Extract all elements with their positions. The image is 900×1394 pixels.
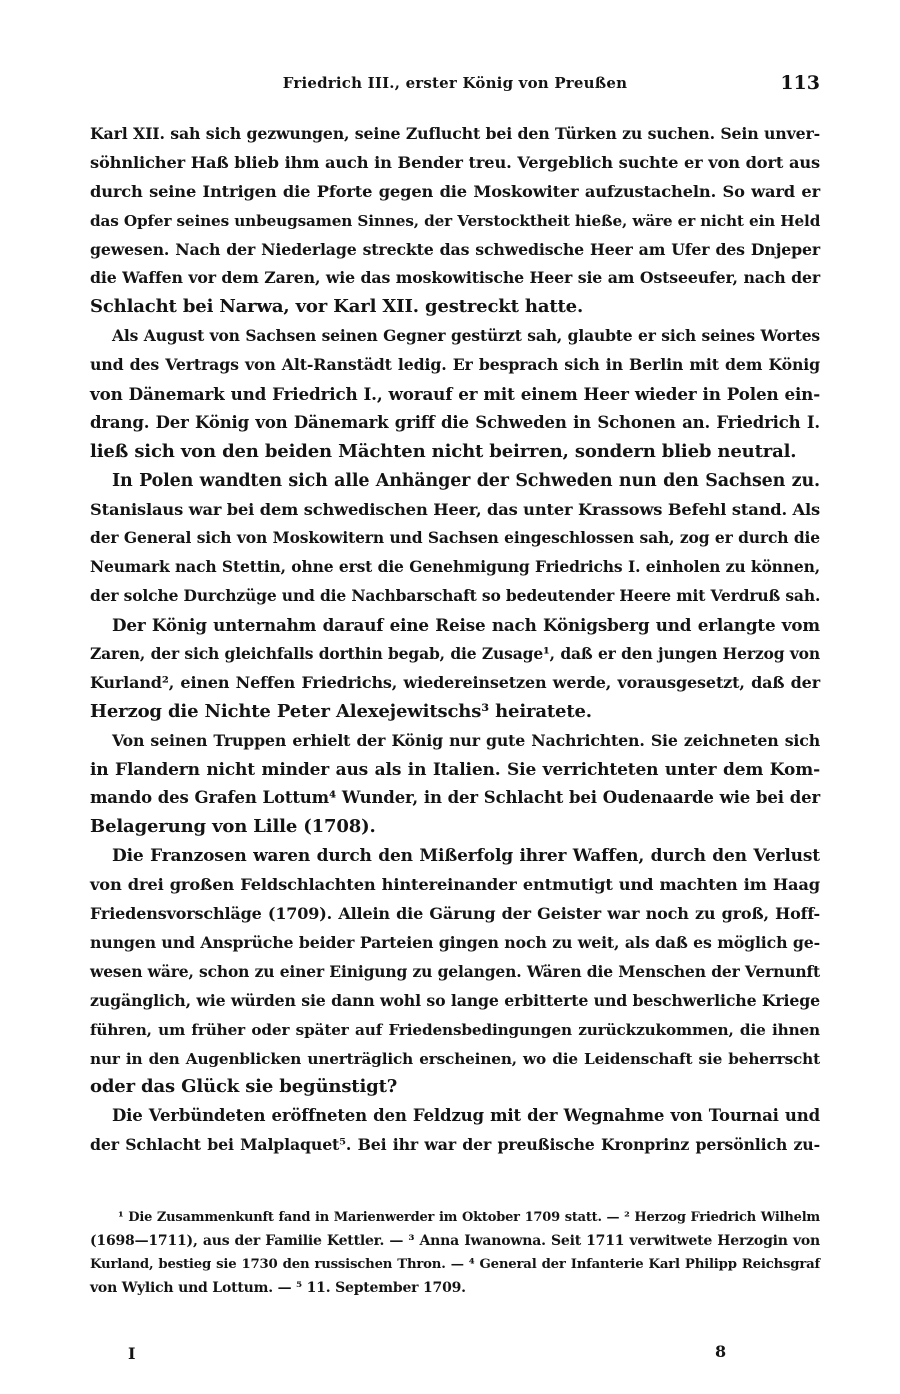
text-line: drang. Der König von Dänemark griff die Schweden in Schonen an. Friedrich I.	[90, 412, 820, 432]
signature-mark: I	[128, 1344, 136, 1363]
footnote-line: (1698—1711), aus der Familie Kettler. — ³ Anna Iwanowna. Seit 1711 verwitwete Herzogin von	[90, 1232, 820, 1249]
text-line: wesen wäre, schon zu einer Einigung zu gelangen. Wären die Menschen der Vernunft	[90, 961, 820, 981]
text-line: der solche Durchzüge und die Nachbarschaft so bedeutender Heere mit Verdruß sah.	[90, 586, 821, 606]
text-line: Als August von Sachsen seinen Gegner gestürzt sah, glaubte er sich seines Wortes	[112, 326, 820, 346]
paragraph-6	[90, 842, 820, 1102]
paragraph-2	[90, 322, 820, 466]
text-line: Der König unternahm darauf eine Reise nach Königsberg und erlangte vom	[112, 615, 820, 636]
text-line: durch seine Intrigen die Pforte gegen die Moskowiter aufzustacheln. So ward er	[90, 181, 820, 201]
paragraph-3	[90, 467, 820, 611]
text-line: Die Verbündeten eröffneten den Feldzug mit der Wegnahme von Tournai und	[112, 1106, 820, 1126]
text-line: in Flandern nicht minder aus als in Italien. Sie verrichteten unter dem Kom-	[90, 759, 820, 780]
text-line: nur in den Augenblicken unerträglich erscheinen, wo die Leidenschaft sie beherrscht	[90, 1049, 820, 1068]
text-line: Herzog die Nichte Peter Alexejewitschs³ heiratete.	[90, 700, 592, 722]
text-line: oder das Glück sie begünstigt?	[90, 1076, 398, 1098]
footnotes	[90, 1206, 820, 1301]
text-line: von Dänemark und Friedrich I., worauf er mit einem Heer wieder in Polen ein-	[90, 384, 820, 405]
text-line: Zaren, der sich gleichfalls dorthin begab, die Zusage¹, daß er den jungen Herzog von	[90, 644, 820, 664]
text-line: Von seinen Truppen erhielt der König nur gute Nachrichten. Sie zeichneten sich	[112, 730, 820, 750]
text-line: ließ sich von den beiden Mächten nicht beirren, sondern blieb neutral.	[90, 440, 797, 462]
text-line: der Schlacht bei Malplaquet⁵. Bei ihr war der preußische Kronprinz persönlich zu-	[90, 1135, 820, 1155]
text-line: In Polen wandten sich alle Anhänger der Schweden nun den Sachsen zu.	[112, 470, 820, 491]
body-text	[90, 120, 820, 1160]
text-line: Schlacht bei Narwa, vor Karl XII. gestreckt hatte.	[90, 296, 584, 318]
text-line: söhnlicher Haß blieb ihm auch in Bender treu. Vergeblich suchte er von dort aus	[90, 152, 820, 172]
paragraph-7	[90, 1102, 820, 1160]
footnote-line: ¹ Die Zusammenkunft fand in Marienwerder im Oktober 1709 statt. — ² Herzog Friedrich Wilhelm	[118, 1210, 820, 1225]
text-line: Kurland², einen Neffen Friedrichs, wiedereinsetzen werde, vorausgesetzt, daß der	[90, 672, 820, 692]
text-line: das Opfer seines unbeugsamen Sinnes, der Verstocktheit hieße, wäre er nicht ein Held	[90, 211, 821, 230]
text-line: von drei großen Feldschlachten hintereinander entmutigt und machten im Haag	[90, 875, 820, 895]
text-line: Friedensvorschläge (1709). Allein die Gärung der Geister war noch zu groß, Hoff-	[90, 904, 820, 924]
text-line: führen, um früher oder später auf Friedensbedingungen zurückzukommen, die ihnen	[90, 1020, 820, 1039]
page-number: 113	[780, 72, 820, 94]
text-line: und des Vertrags von Alt-Ranstädt ledig. Er besprach sich in Berlin mit dem König	[90, 355, 820, 375]
running-title: Friedrich III., erster König von Preußen	[282, 74, 628, 92]
text-line: mando des Grafen Lottum⁴ Wunder, in der Schlacht bei Oudenaarde wie bei der	[90, 788, 820, 808]
paragraph-1	[90, 120, 820, 322]
sheet-number: 8	[715, 1342, 727, 1361]
text-line: gewesen. Nach der Niederlage streckte das schwedische Heer am Ufer des Dnjeper	[90, 239, 820, 259]
text-line: der General sich von Moskowitern und Sachsen eingeschlossen sah, zog er durch die	[90, 528, 820, 548]
text-line: Karl XII. sah sich gezwungen, seine Zuflucht bei den Türken zu suchen. Sein unver-	[90, 124, 820, 143]
text-line: nungen und Ansprüche beider Parteien gingen noch zu weit, als daß es möglich ge-	[90, 932, 820, 952]
text-line: zugänglich, wie würden sie dann wohl so lange erbitterte und beschwerliche Kriege	[90, 990, 820, 1010]
footnote-line: Kurland, bestieg sie 1730 den russischen Thron. — ⁴ General der Infanterie Karl Philipp Reichsgraf	[90, 1257, 820, 1273]
paragraph-5	[90, 727, 820, 843]
paragraph-4	[90, 611, 820, 727]
footnote-line: von Wylich und Lottum. — ⁵ 11. September 1709.	[90, 1280, 466, 1297]
text-line: Neumark nach Stettin, ohne erst die Genehmigung Friedrichs I. einholen zu können,	[90, 557, 820, 577]
text-line: die Waffen vor dem Zaren, wie das moskowitische Heer sie am Ostseeufer, nach der	[90, 268, 820, 288]
running-head	[90, 72, 820, 96]
text-line: Stanislaus war bei dem schwedischen Heer, das unter Krassows Befehl stand. Als	[90, 499, 820, 519]
text-line: Belagerung von Lille (1708).	[90, 816, 376, 838]
text-line: Die Franzosen waren durch den Mißerfolg ihrer Waffen, durch den Verlust	[112, 846, 820, 867]
